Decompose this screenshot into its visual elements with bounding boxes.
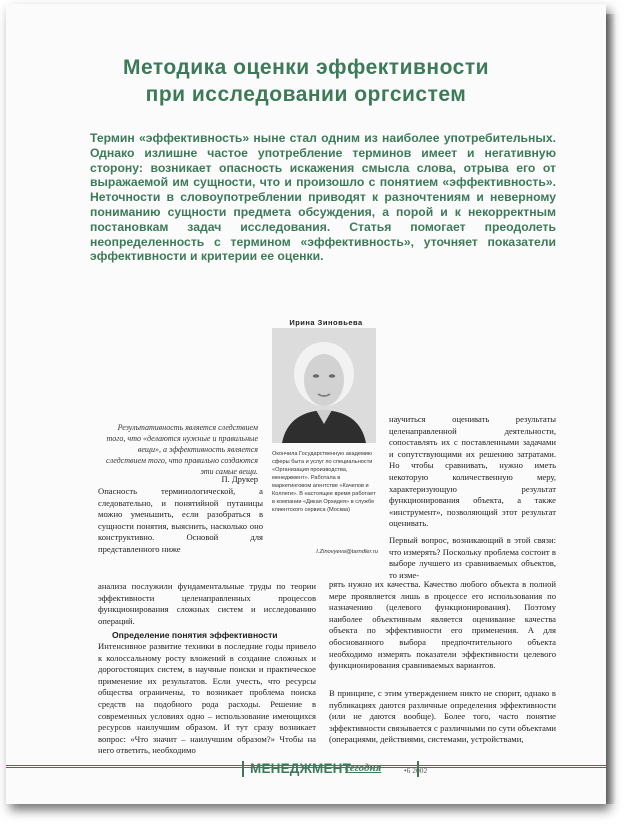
author-name: Ирина Зиновьева: [289, 318, 363, 327]
author-photo: [272, 328, 376, 443]
title-line-1: Методика оценки эффективности: [122, 56, 490, 79]
body-paragraph: Опасность терминологической, а следовательно, и понятийной путаницы можно уменьшить, если разобраться в сущности понятия, выяснить, насколько оно конструктивно. Основой для представленного ниже: [98, 486, 263, 554]
title-line-2: при исследовании оргсистем: [145, 83, 467, 106]
section-heading: Определение понятия эффективности: [112, 630, 278, 640]
lead-paragraph: Термин «эффективность» ныне стал одним из наиболее употребительных. Однако излишне частое употребление терминов имеет и негативную сторону: возникает опасность искажения смысла слова, отрыва его от выражаемой им сущности, что и произошло с понятием «эффективность». Неточности в словоупотреблении приводят к разночтениям и неверному пониманию сущности предмета обсуждения, а порой и к некорректным постановкам задач исследования. Статья помогает преодолеть неопределенность с термином «эффективность», уточняет показатели эффективности и критерии ее оценки.: [90, 131, 556, 264]
issue-number: •6 2002: [404, 766, 428, 775]
body-paragraph: В принципе, с этим утверждением никто не спорит, однако в публикациях даются различные определения эффективности (или не даются вообще). Более того, часто понятие эффективности связывается с различными по сути объектами (операциями, действиями, системами, устройствами,: [329, 688, 556, 745]
body-paragraph: научиться оценивать результаты целенаправленной деятельности, сопоставлять их с поставленными задачами и сопутствующими их решению затратами. Но чтобы сравнивать, нужно иметь некоторую количественную меру, характеризующую результат функционирования объекта, а также «инструмент», позволяющий этот результат оценивать.: [389, 414, 556, 529]
article-title: [6, 54, 606, 108]
epigraph-author: П. Друкер: [221, 474, 258, 484]
author-bio: Окончила Государственную академию сферы быта и услуг по специальности «Организация производства, менеджмент». Работала в маркетинговом агентстве «Качелов и Коллеги». В настоящее время работает в компании «Дикая Орхидея» в службе клиентского сервиса (Москва): [272, 451, 376, 513]
magazine-logo: МЕНЕДЖМЕНТ: [250, 761, 352, 776]
author-email: I.Zinovyeva@tarndler.ru: [316, 549, 378, 555]
body-paragraph: рять нужно их качества. Качество любого объекта в полной мере проявляется лишь в процессе его использования по назначению (целевого функционирования). Поэтому наиболее объективным является оценивание качества объекта по эффективности его применения. А для обоснованного выбора предпочтительного объекта необходимо измерять показатели эффективности целевого функционирования сравниваемых вариантов.: [329, 579, 556, 671]
page-shadow: [606, 14, 616, 804]
magazine-logo-sub: сегодня: [345, 762, 382, 774]
body-paragraph: Первый вопрос, возникающий в этой связи: что измерять? Поскольку проблема состоит в выборе лучшего из сравниваемых объектов, то изме-: [389, 535, 556, 580]
footer-divider: [242, 761, 244, 777]
body-paragraph: анализа послужили фундаментальные труды по теории эффективности целенаправленных процессов функционирования сложных систем и исследованию операций.: [98, 581, 316, 626]
epigraph-quote: Результативность является следствием того, что «делаются нужные и правильные вещи», а эффективность является следствием того, что правильно создаются эти самые вещи.: [106, 423, 258, 476]
magazine-page: [6, 4, 606, 804]
body-paragraph: Интенсивное развитие техники в последние годы привело к колоссальному росту вложений в создание сложных и дорогостоящих систем, в научные поиски и практическое применение их результатов. Если учесть, что ресурсы общества ограничены, то возникает проблема поиска средств на подобного рода расходы. Решение в современных условиях одно – использование имеющихся ресурсов наилучшим образом. И тут сразу возникает вопрос: «Что значит – наилучшим образом?» Чтобы на него ответить, необходимо: [98, 641, 316, 756]
portrait-image: [272, 328, 376, 443]
